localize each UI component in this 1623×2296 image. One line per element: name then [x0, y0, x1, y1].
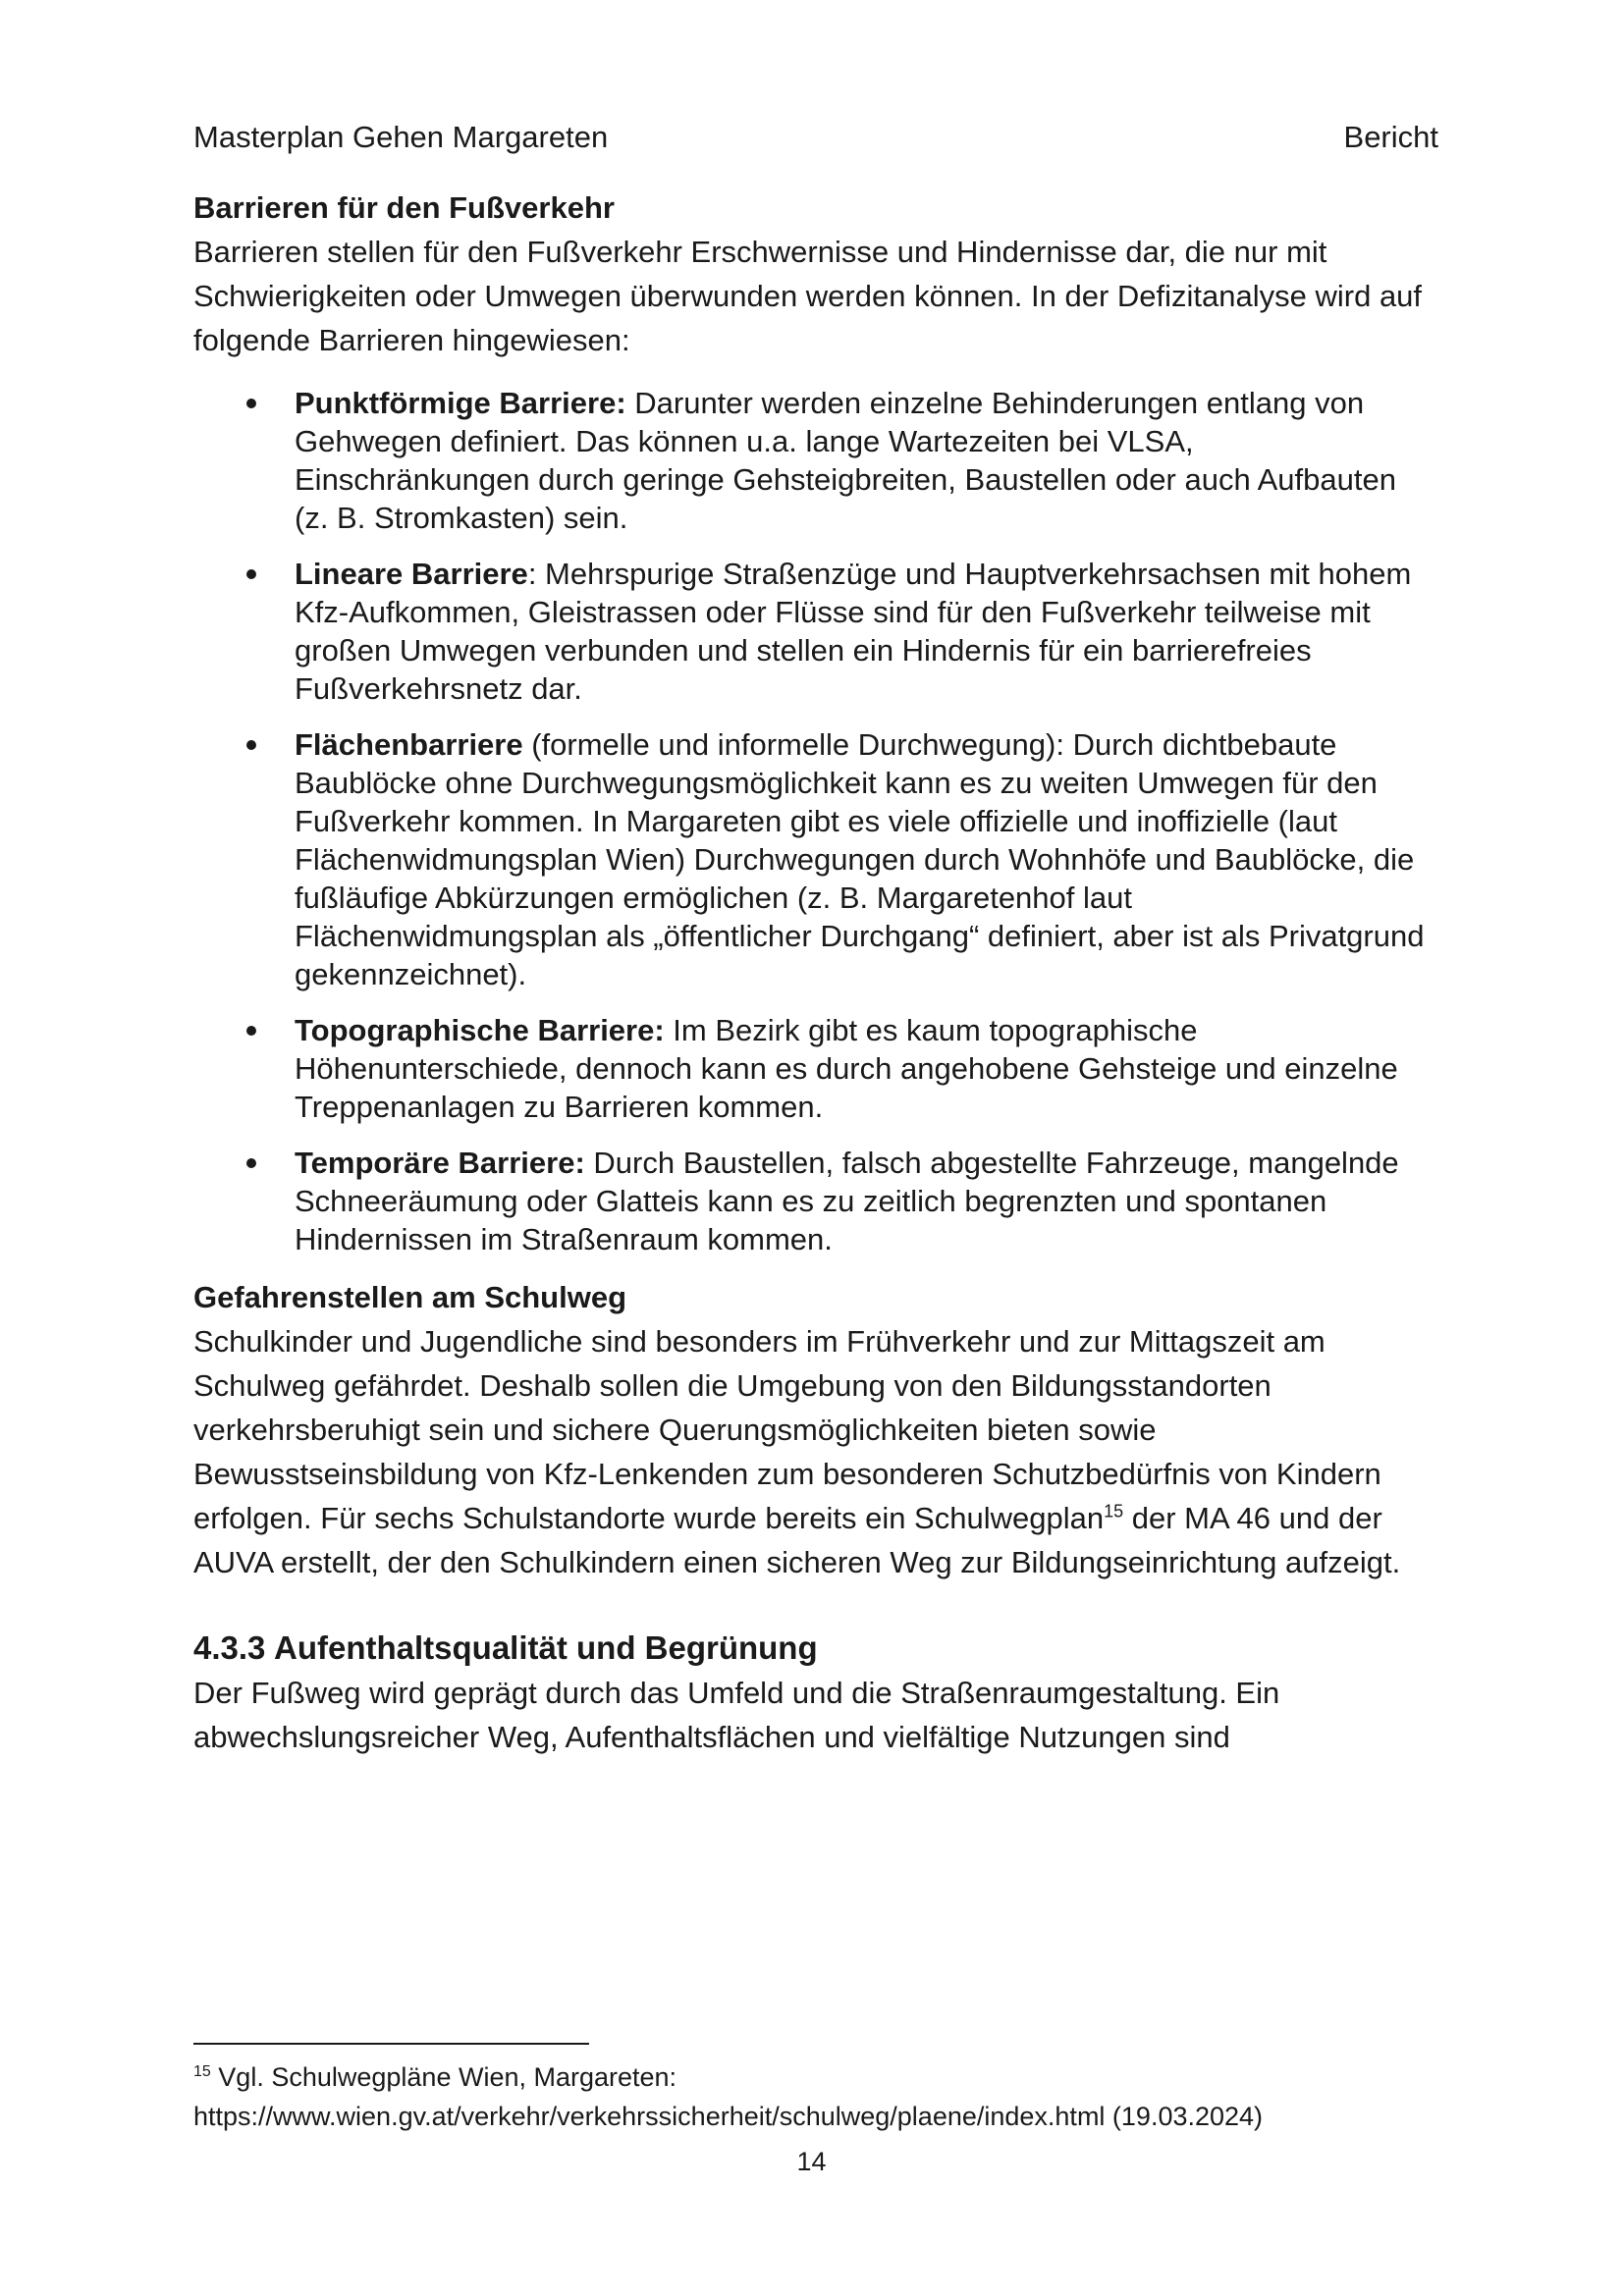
footnote-link[interactable]: https://www.wien.gv.at/verkehr/verkehrssicherheit/schulweg/plaene/index.html (19.03.2024): [193, 2102, 1264, 2131]
section-number: 4.3.3: [193, 1629, 266, 1666]
footnote-text: Vgl. Schulwegpläne Wien, Margareten:: [210, 2062, 677, 2092]
list-item-text: Im Bezirk gibt es kaum topographische Höhenunterschiede, dennoch kann es durch angehobene Gehsteige und einzelne Treppenanlagen zu Barrieren kommen.: [295, 1013, 1398, 1124]
school-route-text-after: der MA 46 und der AUVA erstellt, der den Schulkindern einen sicheren Weg zur Bildungseinrichtung aufzeigt.: [193, 1501, 1401, 1579]
bullet-icon: [246, 399, 256, 408]
footnote-divider: [193, 2043, 589, 2045]
page-header: [193, 118, 1438, 157]
footnote-line: [193, 2057, 1435, 2097]
main-content: [193, 187, 1435, 1759]
list-item-text: (formelle und informelle Durchwegung): Durch dichtbebaute Baublöcke ohne Durchwegungsmöglichkeit kann es zu weiten Umwegen für den Fußverkehr kommen. In Margareten gibt es viele offizielle und inoffizielle (laut Flächenwidmungsplan Wien) Durchwegungen durch Wohnhöfe und Baublöcke, die fußläufige Abkürzungen ermöglichen (z. B. Margaretenhof laut Flächenwidmungsplan als „öffentlicher Durchgang“ definiert, aber ist als Privatgrund gekennzeichnet).: [295, 727, 1425, 991]
list-item: [193, 1144, 1435, 1258]
page-number: 14: [796, 2147, 827, 2176]
list-item-text: Durch Baustellen, falsch abgestellte Fahrzeuge, mangelnde Schneeräumung oder Glatteis kann es zu zeitlich begrenzten und spontanen Hindernissen im Straßenraum kommen.: [295, 1146, 1399, 1256]
list-item: [193, 555, 1435, 708]
header-document-title: Masterplan Gehen Margareten: [193, 120, 609, 154]
list-item-term: Flächenbarriere: [295, 727, 523, 762]
bullet-icon: [246, 1026, 256, 1036]
school-route-text-before: Schulkinder und Jugendliche sind besonders im Frühverkehr und zur Mittagszeit am Schulweg gefährdet. Deshalb sollen die Umgebung von den Bildungsstandorten verkehrsberuhigt sein und sichere Querungsmöglichkeiten bieten sowie Bewusstseinsbildung von Kfz-Lenkenden zum besonderen Schutzbedürfnis von Kindern erfolgen. Für sechs Schulstandorte wurde bereits ein Schulwegplan: [193, 1324, 1381, 1535]
list-item: [193, 384, 1435, 537]
footnote-reference[interactable]: 15: [1104, 1501, 1124, 1522]
list-item: [193, 725, 1435, 993]
footnote: [193, 2057, 1435, 2136]
barriers-list: [193, 384, 1435, 1258]
barriers-heading: Barrieren für den Fußverkehr: [193, 190, 615, 225]
section-title: Aufenthaltsqualität und Begrünung: [274, 1629, 818, 1666]
bullet-icon: [246, 740, 256, 750]
section-heading: [193, 1626, 1435, 1671]
list-item-term: Topographische Barriere:: [295, 1013, 665, 1047]
list-item-term: Lineare Barriere: [295, 557, 528, 591]
school-route-heading: Gefahrenstellen am Schulweg: [193, 1280, 627, 1314]
list-item-term: Temporäre Barriere:: [295, 1146, 585, 1180]
list-item-term: Punktförmige Barriere:: [295, 386, 626, 420]
footnote-marker: 15: [193, 2063, 211, 2080]
barriers-intro: Barrieren stellen für den Fußverkehr Erschwernisse und Hindernisse dar, die nur mit Schwierigkeiten oder Umwegen überwunden werden können. In der Defizitanalyse wird auf folgende Barrieren hingewiesen:: [193, 235, 1423, 357]
list-item-text: Darunter werden einzelne Behinderungen entlang von Gehwegen definiert. Das können u.a. lange Wartezeiten bei VLSA, Einschränkungen durch geringe Gehsteigbreiten, Baustellen oder auch Aufbauten (z. B. Stromkasten) sein.: [295, 386, 1396, 535]
bullet-icon: [246, 1158, 256, 1168]
bullet-icon: [246, 569, 256, 579]
list-item-text: : Mehrspurige Straßenzüge und Hauptverkehrsachsen mit hohem Kfz-Aufkommen, Gleistrassen oder Flüsse sind für den Fußverkehr teilweise mit großen Umwegen verbunden und stellen ein Hindernis für ein barrierefreies Fußverkehrsnetz dar.: [295, 557, 1412, 706]
school-route-paragraph: [193, 1319, 1435, 1584]
header-section-label: Bericht: [1343, 120, 1438, 154]
list-item: [193, 1011, 1435, 1126]
section-paragraph: Der Fußweg wird geprägt durch das Umfeld und die Straßenraumgestaltung. Ein abwechslungsreicher Weg, Aufenthaltsflächen und vielfältige Nutzungen sind: [193, 1676, 1280, 1754]
